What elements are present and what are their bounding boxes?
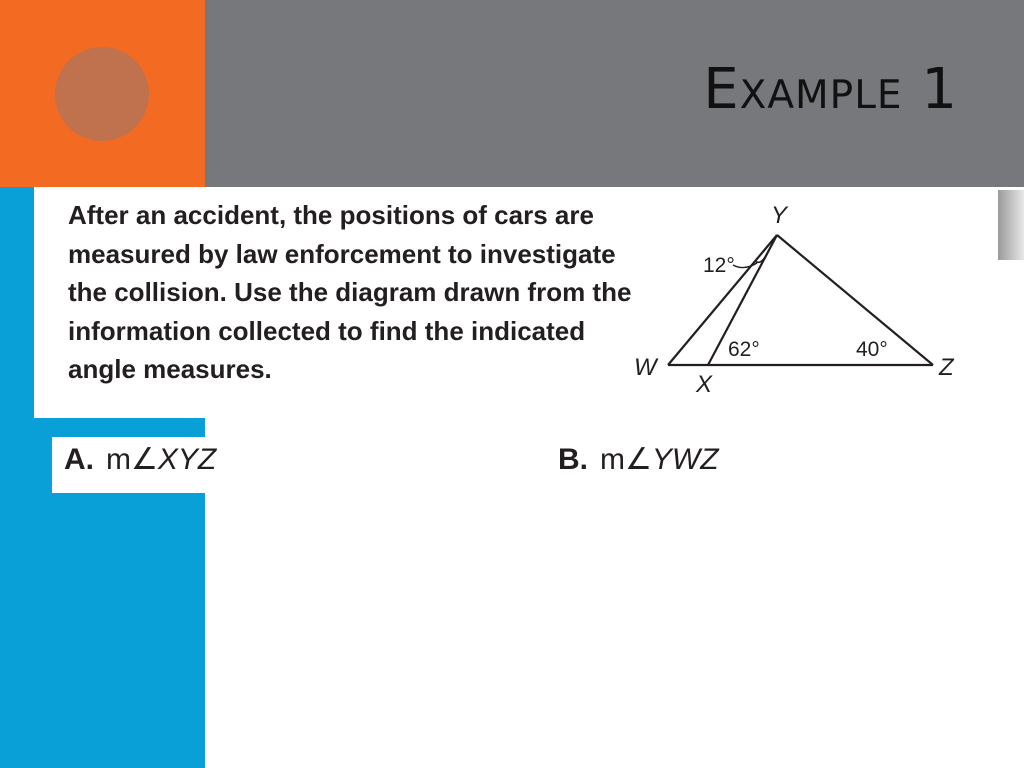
part-b bbox=[558, 442, 719, 477]
part-a bbox=[64, 442, 216, 477]
vertex-label-y: Y bbox=[771, 202, 788, 229]
vertex-label-x: X bbox=[696, 371, 713, 398]
triangle-diagram bbox=[620, 195, 980, 400]
side-yz bbox=[777, 235, 933, 365]
slide-title: Example 1 bbox=[703, 57, 958, 122]
part-b-letter: B. bbox=[558, 443, 588, 476]
part-a-prefix: m∠ bbox=[106, 443, 158, 476]
vertex-label-w: W bbox=[634, 354, 657, 381]
angle-label-12: 12° bbox=[703, 254, 735, 277]
part-b-angle: YWZ bbox=[651, 443, 719, 476]
part-a-letter: A. bbox=[64, 443, 94, 476]
vertex-label-z: Z bbox=[939, 354, 954, 381]
part-a-angle: XYZ bbox=[157, 443, 217, 476]
angle-label-40: 40° bbox=[856, 338, 888, 361]
part-b-prefix: m∠ bbox=[600, 443, 652, 476]
problem-statement: After an accident, the positions of cars are measured by law enforcement to investigate the collision. Use the diagram drawn from the information collected to find the indicated angle measures. bbox=[68, 200, 632, 384]
angle-label-62: 62° bbox=[728, 338, 760, 361]
right-edge-strip bbox=[998, 190, 1024, 260]
decorative-circle bbox=[55, 47, 149, 141]
